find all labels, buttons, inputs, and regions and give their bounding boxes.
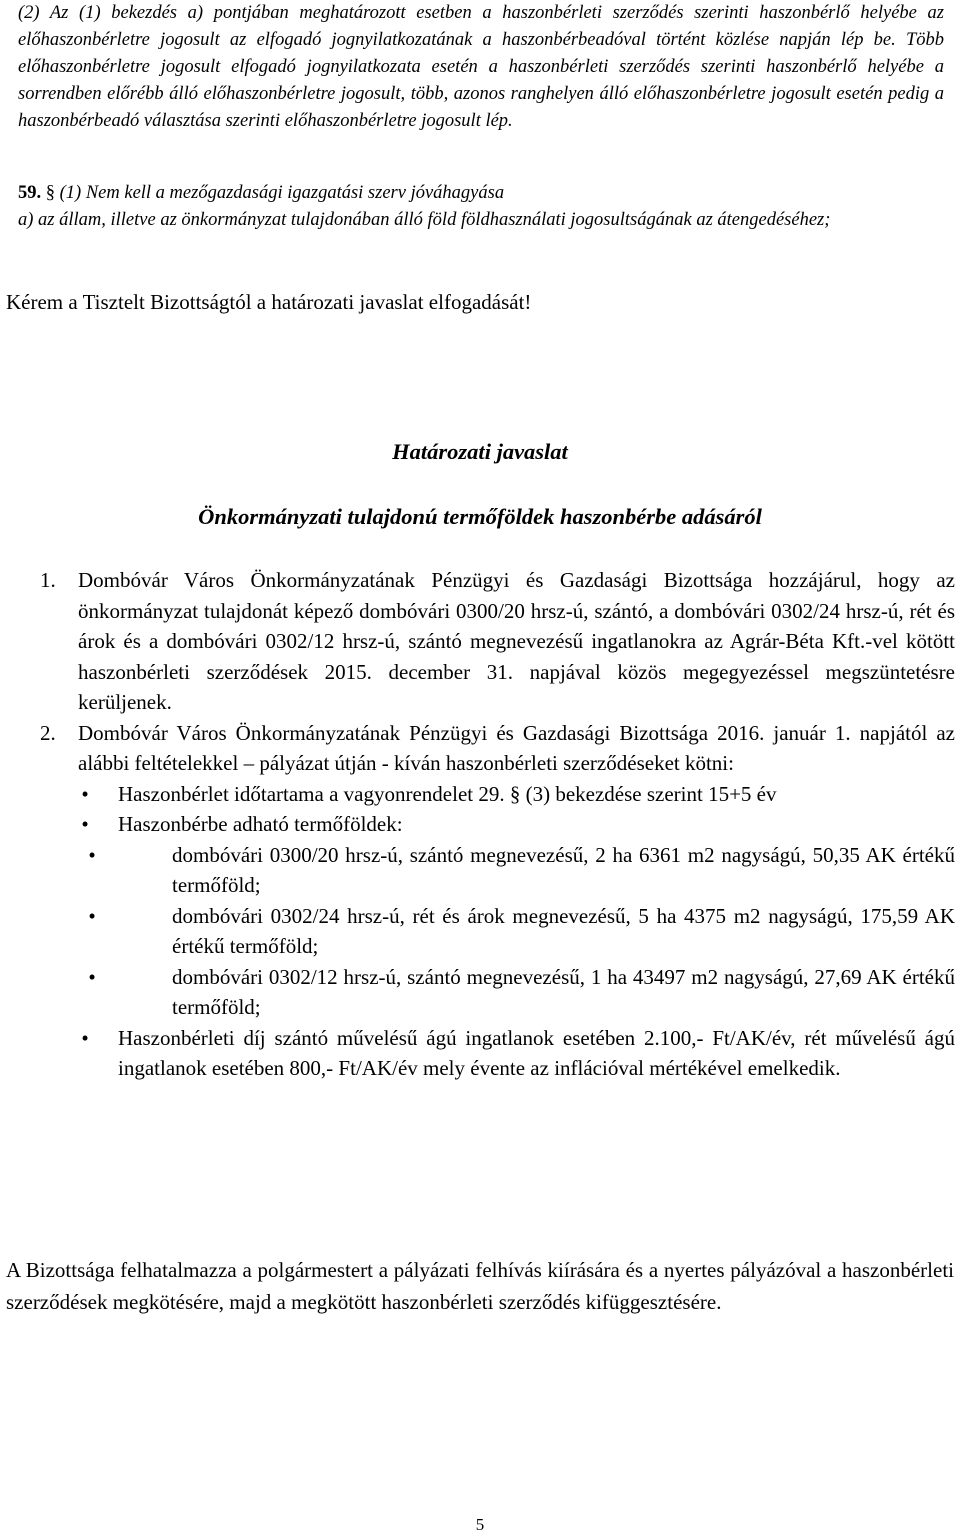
resolution-points	[40, 565, 955, 1084]
section-59-line2: a) az állam, illetve az önkormányzat tulajdonában álló föld földhasználati jogosultságának az átengedéséhez;	[18, 210, 831, 230]
resolution-point-1	[40, 565, 955, 718]
bullet-marker: •	[81, 1025, 89, 1050]
condition-land-list	[78, 809, 955, 1023]
resolution-subtitle: Önkormányzati tulajdonú termőföldek haszonbérbe adásáról	[198, 504, 762, 529]
quoted-section-59	[18, 180, 944, 234]
bullet-marker: •	[88, 903, 96, 928]
condition-text: Haszonbérbe adható termőföldek:	[118, 812, 403, 836]
land-parcel-text: dombóvári 0302/12 hrsz-ú, szántó megnevezésű, 1 ha 43497 m2 nagyságú, 27,69 AK értékű termőföld;	[172, 964, 955, 1019]
section-59-heading	[18, 180, 944, 207]
land-parcel-text: dombóvári 0300/20 hrsz-ú, szántó megnevezésű, 2 ha 6361 m2 nagyságú, 50,35 AK értékű termőföld;	[172, 842, 955, 897]
page-number: 5	[475, 1515, 485, 1534]
section-number: 59.	[18, 183, 42, 203]
section-59-line1: (1) Nem kell a mezőgazdasági igazgatási szerv jóváhagyása	[59, 183, 505, 203]
resolution-title: Határozati javaslat	[392, 439, 568, 464]
condition-text: Haszonbérleti díj szántó művelésű ágú ingatlanok esetében 2.100,- Ft/AK/év, rét művelésű ágú ingatlanok esetében 800,- Ft/AK/év mely évente az inflációval mértékével emelkedik.	[118, 1025, 955, 1080]
resolution-point-2	[40, 718, 955, 1084]
condition-text: Haszonbérlet időtartama a vagyonrendelet 29. § (3) bekezdése szerint 15+5 év	[118, 781, 777, 806]
bullet-marker: •	[88, 964, 96, 989]
land-parcel-text: dombóvári 0302/24 hrsz-ú, rét és árok megnevezésű, 5 ha 4375 m2 nagyságú, 175,59 AK értékű termőföld;	[172, 903, 955, 958]
bullet-marker: •	[81, 781, 89, 806]
bullet-marker: •	[81, 812, 89, 836]
point-text: Dombóvár Város Önkormányzatának Pénzügyi és Gazdasági Bizottsága hozzájárul, hogy az önkormányzat tulajdonát képező dombóvári 0300/20 hrsz-ú, szántó, a dombóvári 0302/24 hrsz-ú, rét és árok és a dombóvári 0302/12 hrsz-ú, szántó megnevezésű ingatlanokra az Agrár-Béta Kft.-vel kötött haszonbérleti szerződések 2015. december 31. napjával közös megegyezéssel megszüntetésre kerüljenek.	[78, 568, 955, 714]
approval-request: Kérem a Tisztelt Bizottságtól a határozati javaslat elfogadását!	[6, 290, 532, 314]
point-number: 2.	[40, 720, 56, 745]
point-text: Dombóvár Város Önkormányzatának Pénzügyi és Gazdasági Bizottsága 2016. január 1. napjától az alábbi feltételekkel – pályázat útján - kíván haszonbérleti szerződéseket kötni:	[78, 720, 955, 775]
land-parcel-item	[88, 840, 955, 901]
land-parcels-list	[88, 840, 955, 1023]
condition-lease-term	[78, 779, 955, 810]
point-number: 1.	[40, 568, 56, 592]
bullet-marker: •	[88, 842, 96, 867]
quoted-paragraph-2: (2) Az (1) bekezdés a) pontjában meghatározott esetben a haszonbérleti szerződés szerinti haszonbérlő helyébe az előhaszonbérletre jogosult az elfogadó jognyilatkozatának a haszonbérbeadóval történt közlése napján lép be. Több előhaszonbérletre jogosult elfogadó jognyilatkozata esetén a haszonbérleti szerződés szerinti haszonbérlő helyébe a sorrendben előrébb álló előhaszonbérletre jogosult, több, azonos ranghelyen álló előhaszonbérletre jogosult esetén pedig a haszonbérbeadó választása szerinti előhaszonbérletre jogosult lép.	[18, 3, 944, 131]
section-sign: §	[45, 183, 55, 203]
condition-lease-fee	[78, 1023, 955, 1084]
conditions-list	[78, 779, 955, 1084]
land-parcel-item	[88, 962, 955, 1023]
authorization-paragraph: A Bizottsága felhatalmazza a polgármestert a pályázati felhívás kiírására és a nyertes pályázóval a haszonbérleti szerződések megkötésére, majd a megkötött haszonbérleti szerződés kifüggesztésére.	[6, 1258, 954, 1314]
land-parcel-item	[88, 901, 955, 962]
